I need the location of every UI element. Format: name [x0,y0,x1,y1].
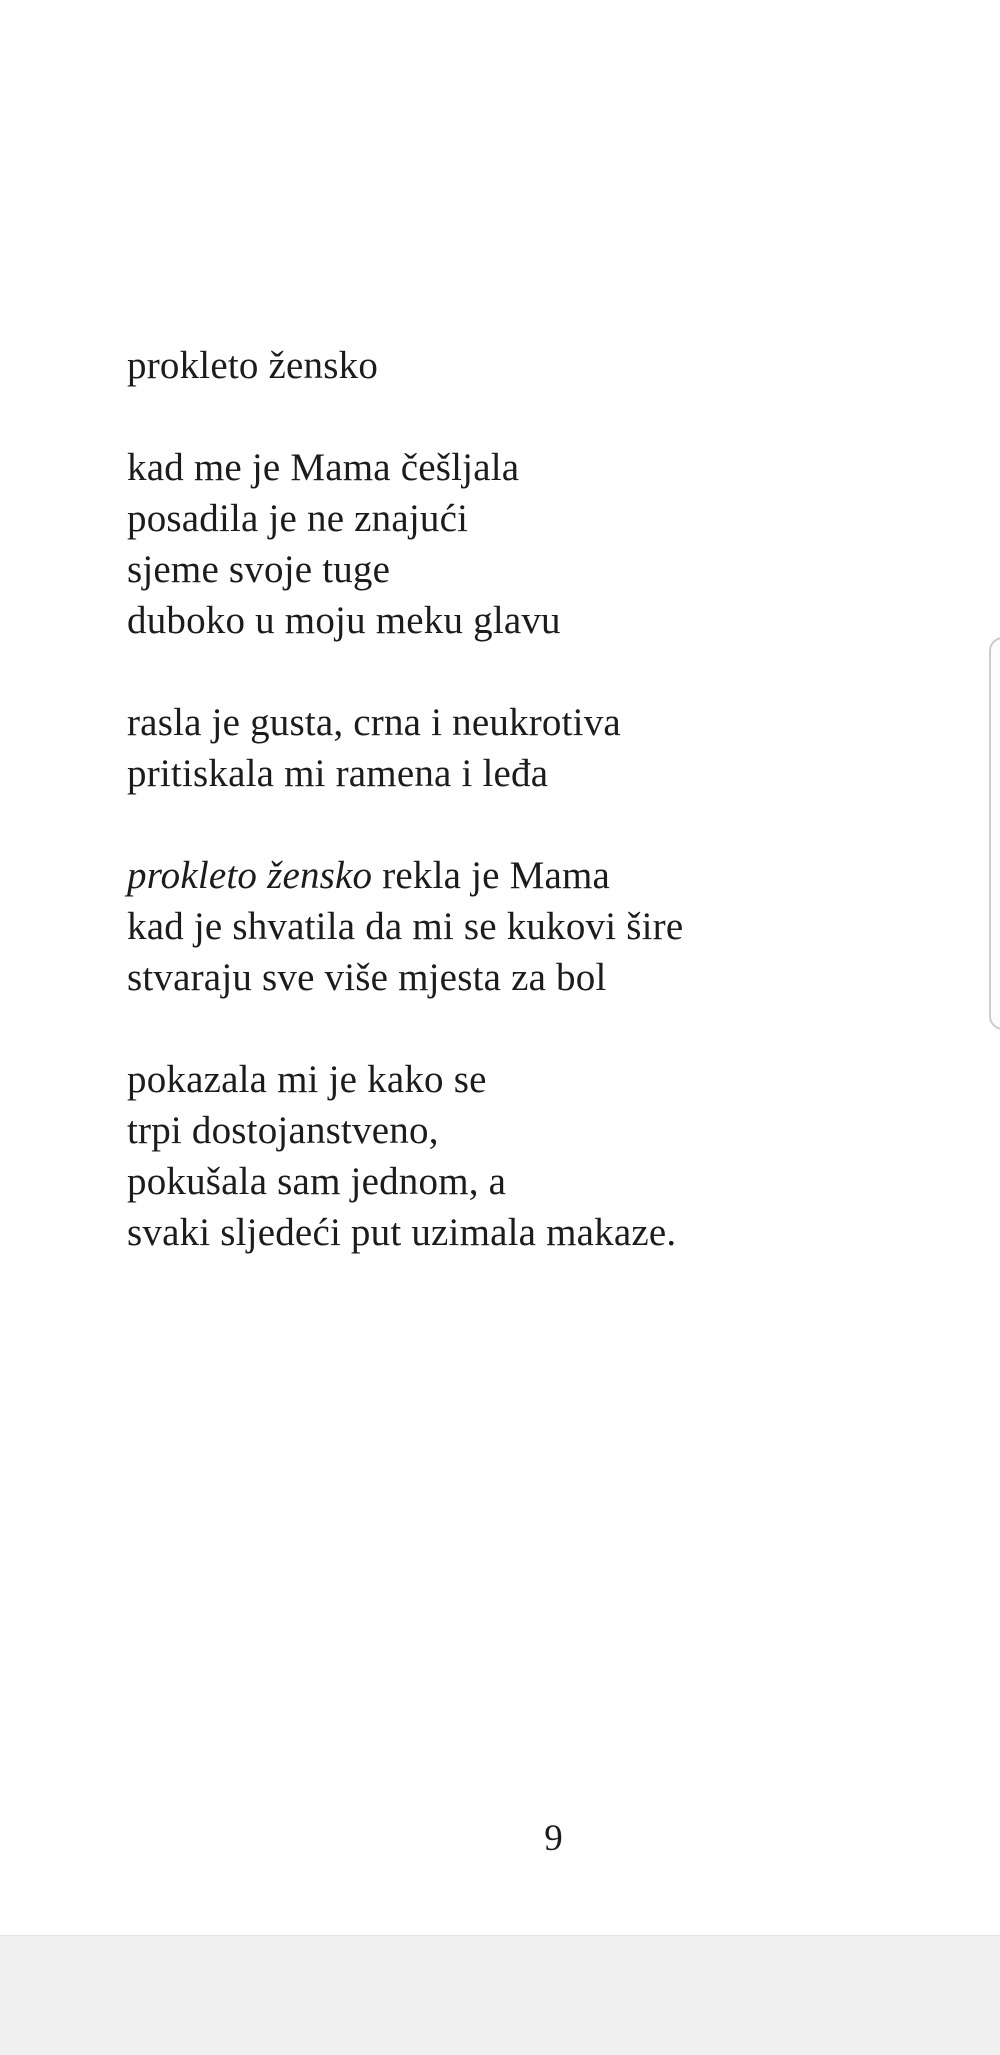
scroll-handle[interactable] [989,637,1000,1030]
poem-line-regular-phrase: rekla je Mama [372,854,611,897]
poem-line: trpi dostojanstveno, [127,1109,439,1152]
poem-line-mixed [127,850,980,901]
poem-line-italic-phrase: prokleto žensko [127,854,373,897]
poem-line: posadila je ne znajući [127,497,469,540]
poem-line: kad me je Mama češljala [127,446,520,489]
poem-line: rasla je gusta, crna i neukrotiva [127,701,621,744]
poem-line: svaki sljedeći put uzimala makaze. [127,1211,677,1254]
poem-line: sjeme svoje tuge [127,548,391,591]
poem-line: duboko u moju meku glavu [127,599,561,642]
android-navigation-bar [0,1935,1000,2055]
poem-stanza-4 [127,1054,980,1258]
poem-line: kad je shvatila da mi se kukovi šire [127,905,684,948]
poem-page [127,340,980,1258]
poem-line: pokazala mi je kako se [127,1058,487,1101]
poem-stanza-3 [127,850,980,1003]
poem-line: stvaraju sve više mjesta za bol [127,956,607,999]
poem-stanza-1 [127,442,980,646]
poem-title: prokleto žensko [127,344,379,387]
poem-stanza-2 [127,697,980,799]
poem-line: pritiskala mi ramena i leđa [127,752,549,795]
poem-line: pokušala sam jednom, a [127,1160,507,1203]
page-number: 9 [544,1818,563,1859]
